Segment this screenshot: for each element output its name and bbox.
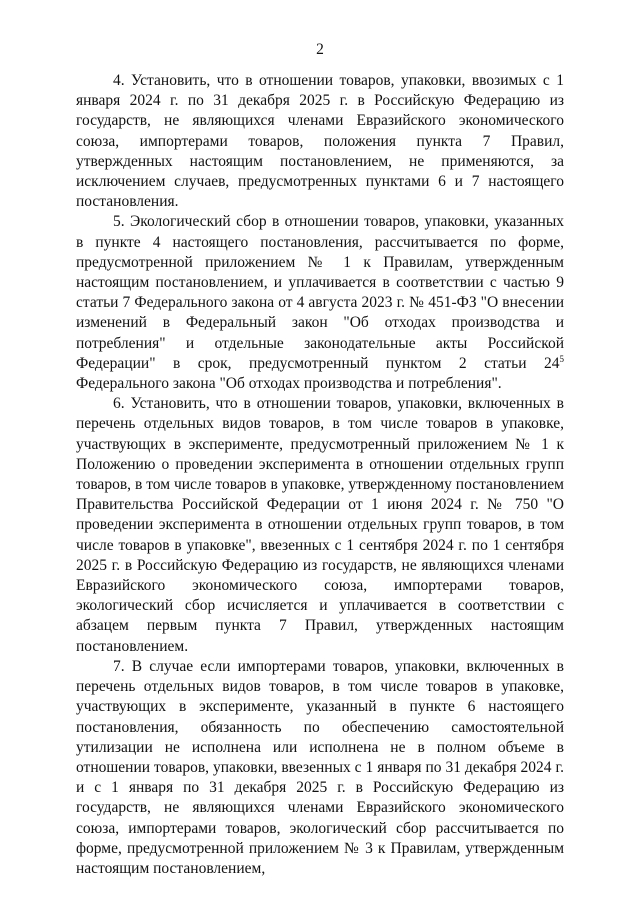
paragraph-7: 7. В случае если импортерами товаров, упаковки, включенных в перечень отдельных видов товаров, в том числе товаров в упаковке, участвующих в эксперименте, указанный в пункте 6 настоящего постановления, обязанность по обеспечению самостоятельной утилизации не исполнена или исполнена не в полном объеме в отношении товаров, упаковки, ввезенных с 1 января по 31 декабря 2024 г. и с 1 января по 31 декабря 2025 г. в Российскую Федерацию из государств, не являющихся членами Евразийского экономического союза, импортерами товаров, экологический сбор рассчитывается по форме, предусмотренной приложением № 3 к Правилам, утвержденным настоящим постановлением,: [76, 657, 564, 877]
paragraph-5-text: 5. Экологический сбор в отношении товаров, упаковки, указанных в пункте 4 настоящего постановления, рассчитывается по форме, предусмотренной приложением № 1 к Правилам, утвержденным настоящим постановлением, и уплачивается в соответствии с частью 9 статьи 7 Федерального закона от 4 августа 2023 г. № 451-ФЗ "О внесении изменений в Федеральный закон "Об отходах производства и потребления" и отдельные законодательные акты Российской Федерации" в срок, предусмотренный пунктом 2 статьи 24: [76, 213, 564, 372]
paragraph-6: 6. Установить, что в отношении товаров, упаковки, включенных в перечень отдельных видов товаров, в том числе товаров в упаковке, участвующих в эксперименте, предусмотренный приложением № 1 к Положению о проведении эксперимента в отношении отдельных групп товаров, в том числе товаров в упаковке, утвержденному постановлением Правительства Российской Федерации от 1 июня 2024 г. № 750 "О проведении эксперимента в отношении отдельных групп товаров, в том числе товаров в упаковке", ввезенных с 1 сентября 2024 г. по 1 сентября 2025 г. в Российскую Федерацию из государств, не являющихся членами Евразийского экономического союза, импортерами товаров, экологический сбор исчисляется и уплачивается в соответствии с абзацем первым пункта 7 Правил, утвержденных настоящим постановлением.: [76, 395, 564, 655]
paragraph-4: 4. Установить, что в отношении товаров, упаковки, ввозимых с 1 января 2024 г. по 31 декабря 2025 г. в Российскую Федерацию из государств, не являющихся членами Евразийского экономического союза, импортерами товаров, положения пункта 7 Правил, утвержденных настоящим постановлением, не применяются, за исключением случаев, предусмотренных пунктами 6 и 7 настоящего постановления.: [76, 72, 564, 211]
page-number: 2: [316, 41, 324, 58]
document-body: [76, 71, 564, 879]
paragraph-5-tail: Федерального закона "Об отходах производства и потребления".: [76, 375, 502, 393]
article-superscript: 5: [559, 353, 564, 364]
paragraph-5: [76, 212, 564, 394]
